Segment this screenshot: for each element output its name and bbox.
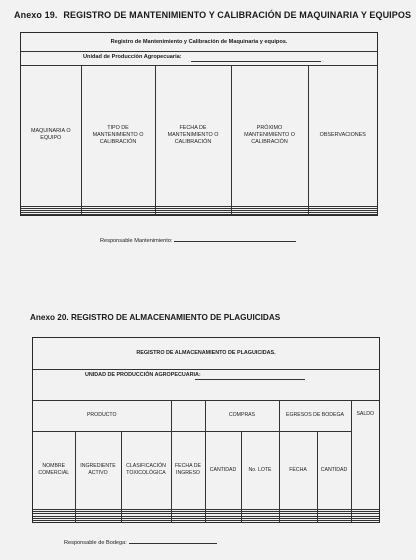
annex19-table-cell[interactable] (308, 214, 377, 215)
annex19-column-header-text: MANTENIMIENTO O (244, 131, 295, 138)
annex19-column-header-text: PRÓXIMO (256, 124, 283, 131)
annex20-column-header-text: CANTIDAD (320, 466, 348, 473)
annex20-table-cell[interactable] (33, 521, 75, 522)
annex20-form (32, 337, 380, 523)
annex19-table-cell[interactable] (155, 214, 231, 215)
annex20-form-title: REGISTRO DE ALMACENAMIENTO DE PLAGUICIDAS. (33, 338, 379, 370)
annex20-group-row (33, 401, 379, 432)
annex20-responsible-label: Responsable de Bodega: (64, 540, 127, 546)
annex20-table-cell[interactable] (279, 521, 317, 522)
annex20-group-egress: EGRESOS DE BODEGA (279, 401, 351, 432)
annex20-column-header (205, 431, 241, 509)
annex20-unit-row (33, 370, 379, 401)
annex20-column-header (317, 431, 351, 509)
annex20-column-header-text: FECHA DE (175, 463, 201, 470)
annex19-heading (14, 10, 411, 20)
annex19-title: REGISTRO DE MANTENIMIENTO Y CALIBRACIÓN DE MAQUINARIA Y EQUIPOS (63, 10, 412, 20)
annex19-unit-row (21, 51, 377, 66)
annex20-group-product: PRODUCTO (33, 401, 171, 432)
annex20-table-body (33, 509, 379, 522)
annex20-table-area (33, 338, 379, 522)
annex19-column-header (155, 65, 231, 206)
annex19-column-header (81, 65, 155, 206)
annex20-unit-cell (33, 370, 379, 401)
annex20-column-header-text: CLASIFICACIÓN (126, 463, 166, 470)
annex19-unit-field[interactable] (191, 61, 321, 62)
annex19-column-header-text: CALIBRACIÓN (99, 138, 137, 145)
annex19-column-header-text: OBSERVACIONES (319, 131, 366, 138)
annex20-column-header-text: INGREDIENTE (80, 463, 116, 470)
annex20-column-header-text: TOXICOLÓGICA (126, 470, 166, 477)
annex20-column-header-text: No. LOTE (248, 466, 272, 473)
annex20-column-header (171, 431, 205, 509)
annex19-form (20, 32, 378, 216)
annex20-column-header (121, 431, 171, 509)
annex19-column-header-text: EQUIPO (40, 135, 62, 142)
annex20-table-cell[interactable] (121, 521, 171, 522)
annex19-number: Anexo 19. (14, 10, 58, 20)
annex19-table-cell[interactable] (21, 214, 81, 215)
annex20-column-header-text: FECHA (289, 466, 307, 473)
annex20-heading: Anexo 20. REGISTRO DE ALMACENAMIENTO DE PLAGUICIDAS (30, 313, 281, 322)
annex20-column-header (33, 431, 75, 509)
annex20-group-purchases: COMPRAS (205, 401, 279, 432)
annex19-column-header-text: FECHA DE (179, 124, 207, 131)
annex19-table-area (21, 65, 377, 215)
annex19-responsible (100, 238, 296, 244)
annex20-unit-label: UNIDAD DE PRODUCCIÓN AGROPECUARIA: (85, 372, 201, 379)
annex20-table-cell[interactable] (171, 521, 205, 522)
annex19-column-header-text: MAQUINARIA O (30, 128, 71, 135)
annex20-column-header (279, 431, 317, 509)
annex20-table-cell[interactable] (317, 521, 351, 522)
annex20-title-row (33, 338, 379, 370)
annex20-table-cell[interactable] (241, 521, 279, 522)
annex19-table (21, 65, 377, 215)
annex19-table-cell[interactable] (231, 214, 308, 215)
annex20-table-cell[interactable] (351, 521, 379, 522)
annex19-header-row (21, 65, 377, 206)
annex19-column-header-text: CALIBRACIÓN (174, 138, 212, 145)
annex19-unit-label: Unidad de Producción Agropecuaria: (83, 54, 182, 60)
annex19-column-header (308, 65, 377, 206)
annex19-column-header-text: CALIBRACIÓN (251, 138, 288, 145)
annex19-table-row (21, 214, 377, 215)
annex20-column-header (241, 431, 279, 509)
annex19-column-header-text: TIPO DE (107, 124, 129, 131)
annex20-table-cell[interactable] (205, 521, 241, 522)
annex20-group-spacer (171, 401, 205, 432)
annex20-responsible (64, 540, 217, 546)
annex19-responsible-label: Responsable Mantenimiento: (100, 238, 173, 244)
annex19-table-cell[interactable] (81, 214, 155, 215)
annex19-column-header-text: MANTENIMIENTO O (92, 131, 144, 138)
annex20-column-header (75, 431, 121, 509)
annex20-responsible-field[interactable] (129, 543, 217, 544)
annex19-responsible-field[interactable] (174, 241, 296, 242)
annex20-column-header-text: COMERCIAL (38, 470, 70, 477)
annex19-table-body (21, 206, 377, 215)
annex19-column-header (21, 65, 81, 206)
annex19-column-header-text: MANTENIMIENTO O (167, 131, 219, 138)
annex20-column-header-text: CANTIDAD (209, 466, 237, 473)
annex20-header-row (33, 431, 379, 509)
annex20-table-row (33, 521, 379, 522)
annex20-unit-field[interactable] (195, 379, 305, 380)
annex20-column-header-text: NOMBRE (42, 463, 66, 470)
annex20-column-header-text: ACTIVO (88, 470, 108, 477)
annex20-saldo-header: SALDO (351, 401, 379, 510)
annex20-column-header-text: INGRESO (176, 470, 200, 477)
annex20-table (33, 338, 379, 522)
annex19-column-header (231, 65, 308, 206)
annex20-table-cell[interactable] (75, 521, 121, 522)
annex19-form-title: Registro de Mantenimiento y Calibración de Maquinaria y equipos. (21, 33, 377, 52)
